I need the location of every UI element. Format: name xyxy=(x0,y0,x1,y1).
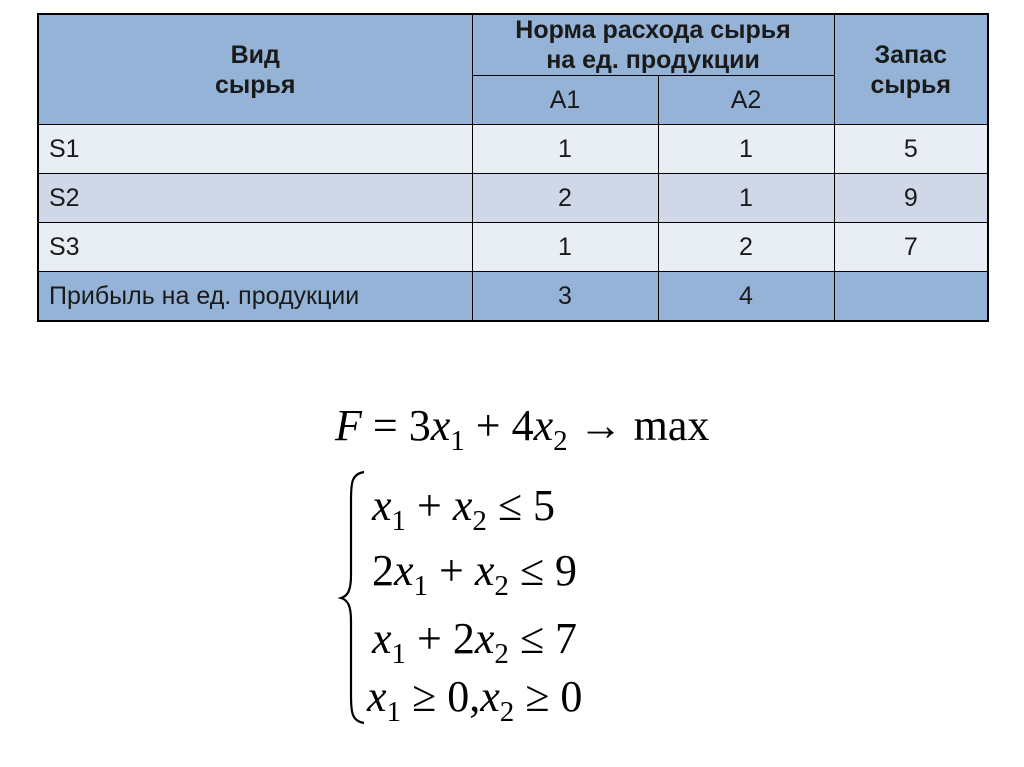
cell-stock: 7 xyxy=(834,223,988,272)
brace-icon xyxy=(338,470,368,725)
index-2: 2 xyxy=(472,505,487,538)
zero-value: 0 xyxy=(447,672,470,721)
constraint-1-rhs: 5 xyxy=(533,481,556,530)
leq-sign: ≤ xyxy=(519,614,545,663)
objective-function xyxy=(335,401,710,458)
objective-coef1: 3 xyxy=(408,401,431,450)
objective-f: F xyxy=(335,401,362,450)
plus-sign: + xyxy=(417,614,442,663)
index-2: 2 xyxy=(499,696,515,729)
cell-a2: 1 xyxy=(658,174,834,223)
objective-coef2: 4 xyxy=(511,401,534,450)
objective-eq: = xyxy=(372,401,398,450)
row-label: S2 xyxy=(38,174,472,223)
var-x: x xyxy=(372,614,392,663)
index-2: 2 xyxy=(494,638,509,671)
plus-sign: + xyxy=(417,481,442,530)
plus-sign: + xyxy=(475,401,501,450)
var-x: x xyxy=(533,401,554,450)
var-x: x xyxy=(394,546,414,595)
constraint-2-rhs: 9 xyxy=(555,546,578,595)
profit-a1: 3 xyxy=(472,272,658,322)
header-resource-type-line1: Вид xyxy=(230,40,280,69)
header-a2: А2 xyxy=(658,76,834,125)
index-1: 1 xyxy=(413,570,429,603)
constraint-3-coef2: 2 xyxy=(452,614,475,663)
index-1: 1 xyxy=(391,638,407,671)
leq-sign: ≤ xyxy=(497,481,523,530)
nonnegativity-constraint xyxy=(367,672,583,729)
index-2: 2 xyxy=(494,570,509,603)
var-x: x xyxy=(430,401,451,450)
index-1: 1 xyxy=(450,425,465,458)
constraint-3-rhs: 7 xyxy=(555,614,578,663)
cell-a2: 1 xyxy=(658,125,834,174)
header-consumption-norm-line1: Норма расхода сырья xyxy=(515,16,791,44)
plus-sign: + xyxy=(439,546,464,595)
var-x: x xyxy=(452,481,473,530)
geq-sign: ≥ xyxy=(525,672,550,721)
zero-value: 0 xyxy=(560,672,583,721)
index-2: 2 xyxy=(553,425,568,458)
leq-sign: ≤ xyxy=(519,546,545,595)
profit-a2: 4 xyxy=(658,272,834,322)
var-x: x xyxy=(480,672,500,721)
constraint-2-coef1: 2 xyxy=(372,546,394,595)
arrow-icon: → xyxy=(578,401,623,450)
profit-label: Прибыль на ед. продукции xyxy=(38,272,472,322)
row-label: S3 xyxy=(38,223,472,272)
cell-a1: 2 xyxy=(472,174,658,223)
index-1: 1 xyxy=(391,505,407,538)
cell-a1: 1 xyxy=(472,223,658,272)
header-resource-type-line2: сырья xyxy=(215,70,296,99)
header-a1: А1 xyxy=(472,76,658,125)
cell-stock: 9 xyxy=(834,174,988,223)
objective-goal: max xyxy=(633,401,710,450)
header-stock-line2: сырья xyxy=(870,70,951,99)
cell-a2: 2 xyxy=(658,223,834,272)
geq-sign: ≥ xyxy=(412,672,437,721)
row-label: S1 xyxy=(38,125,472,174)
header-stock-line1: Запас xyxy=(874,40,947,69)
var-x: x xyxy=(372,481,392,530)
constraint-1 xyxy=(372,481,556,538)
header-consumption-norm-line2: на ед. продукции xyxy=(546,46,760,74)
var-x: x xyxy=(474,614,495,663)
constraint-3 xyxy=(372,614,578,671)
var-x: x xyxy=(474,546,495,595)
cell-a1: 1 xyxy=(472,125,658,174)
index-1: 1 xyxy=(386,696,402,729)
var-x: x xyxy=(367,672,387,721)
comma: , xyxy=(469,672,481,721)
cell-stock: 5 xyxy=(834,125,988,174)
constraint-2 xyxy=(372,546,578,603)
